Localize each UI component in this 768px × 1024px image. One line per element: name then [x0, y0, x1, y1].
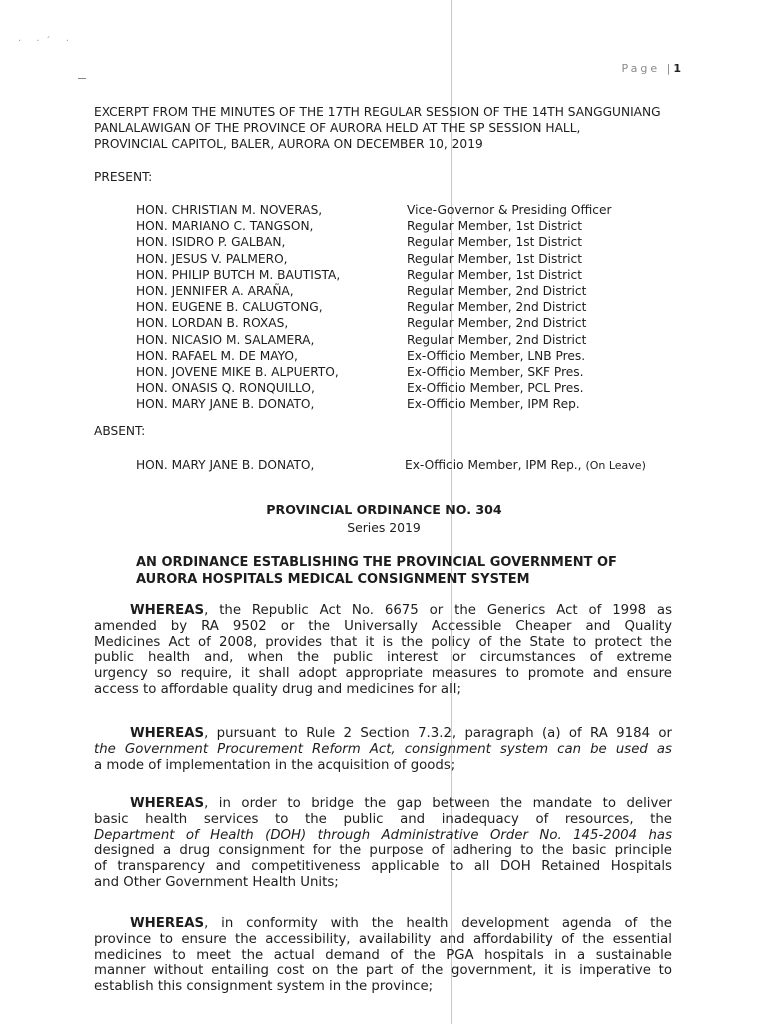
ordinance-series: Series 2019 [347, 520, 421, 535]
member-position: Vice-Governor & Presiding Officer [407, 203, 612, 217]
ordinance-number: PROVINCIAL ORDINANCE NO. 304 [266, 502, 502, 517]
roster-row [136, 364, 656, 380]
absent-label: ABSENT: [94, 424, 146, 438]
scan-specks: · ·´ · [18, 36, 75, 47]
header-line: PANLALAWIGAN OF THE PROVINCE OF AURORA HELD AT THE SP SESSION HALL, [94, 121, 581, 135]
roster-row [136, 202, 656, 218]
whereas-keyword: WHEREAS [130, 603, 205, 618]
roster-row [136, 218, 656, 234]
member-name: HON. MARIANO C. TANGSON, [136, 219, 314, 234]
header-line: PROVINCIAL CAPITOL, BALER, AURORA ON DECEMBER 10, 2019 [94, 137, 483, 151]
member-position: Regular Member, 2nd District [407, 332, 587, 347]
member-position: Ex-Officio Member, SKF Pres. [407, 364, 584, 379]
member-position: Regular Member, 1st District [407, 235, 583, 250]
member-position: Ex-Officio Member, IPM Rep., (On Leave) [405, 458, 646, 472]
member-name: HON. PHILIP BUTCH M. BAUTISTA, [136, 267, 341, 282]
member-name: HON. CHRISTIAN M. NOVERAS, [136, 203, 323, 217]
whereas-paragraph: WHEREAS, in conformity with the health development agenda of the province to ensure the accessibility, availability and affordability of the essential medicines to meet the actual demand of the PGA hospitals in a sustainable manner without entailing cost on the part of the government, it is imperative to establish this consignment system in the province; [94, 916, 672, 995]
whereas-paragraph: WHEREAS, in order to bridge the gap between the mandate to deliver basic health services to the public and inadequacy of resources, the Department of Health (DOH) through Administrative Order No. 145-2004 has designed a drug consignment for the purpose of adhering to the basic principle of transparency and competitiveness applicable to all DOH Retained Hospitals and Other Government Health Units; [94, 796, 672, 890]
member-name: HON. MARY JANE B. DONATO, [136, 397, 315, 412]
member-position: Regular Member, 2nd District [407, 300, 587, 315]
roster-row [136, 348, 656, 364]
member-name: HON. JESUS V. PALMERO, [136, 251, 288, 266]
member-position: Regular Member, 1st District [407, 219, 583, 234]
ordinance-title [136, 554, 636, 588]
roster-row [136, 267, 656, 283]
member-position: Regular Member, 2nd District [407, 316, 587, 331]
minutes-header [94, 104, 674, 152]
roster-row [136, 315, 656, 331]
whereas-keyword: WHEREAS [130, 726, 205, 741]
roster-row [136, 396, 656, 412]
member-position: Regular Member, 2nd District [407, 283, 587, 298]
title-line: AN ORDINANCE ESTABLISHING THE PROVINCIAL GOVERNMENT OF [136, 555, 617, 570]
whereas-paragraph: WHEREAS, pursuant to Rule 2 Section 7.3.2, paragraph (a) of RA 9184 or the Government Procurement Reform Act, consignment system can be used as a mode of implementation in the acquisition of goods; [94, 726, 672, 773]
roster-row [136, 283, 656, 299]
roster-row [136, 234, 656, 250]
present-label: PRESENT: [94, 170, 153, 184]
member-name: HON. ISIDRO P. GALBAN, [136, 235, 286, 250]
present-roster [136, 202, 656, 412]
member-name: HON. ONASIS Q. RONQUILLO, [136, 381, 315, 396]
member-name: HON. NICASIO M. SALAMERA, [136, 332, 315, 347]
roster-row [136, 251, 656, 267]
member-name: HON. MARY JANE B. DONATO, [136, 458, 315, 472]
absent-row [136, 458, 696, 472]
member-position: Ex-Officio Member, IPM Rep. [407, 397, 580, 412]
header-line: EXCERPT FROM THE MINUTES OF THE 17TH REGULAR SESSION OF THE 14TH SANGGUNIANG [94, 105, 661, 119]
member-name: HON. JENNIFER A. ARAÑA, [136, 283, 294, 298]
member-name: HON. LORDAN B. ROXAS, [136, 316, 289, 331]
roster-row [136, 380, 656, 396]
member-position: Regular Member, 1st District [407, 267, 583, 282]
leave-note: (On Leave) [585, 459, 646, 472]
member-position: Ex-Officio Member, PCL Pres. [407, 381, 584, 396]
roster-row [136, 332, 656, 348]
member-name: HON. RAFAEL M. DE MAYO, [136, 348, 298, 363]
page-number: Page |1 [621, 62, 682, 75]
scan-mark [78, 78, 86, 79]
member-name: HON. EUGENE B. CALUGTONG, [136, 300, 323, 315]
roster-row [136, 299, 656, 315]
whereas-keyword: WHEREAS [130, 916, 205, 931]
member-position: Ex-Officio Member, LNB Pres. [407, 348, 586, 363]
whereas-keyword: WHEREAS [130, 796, 205, 811]
title-line: AURORA HOSPITALS MEDICAL CONSIGNMENT SYSTEM [136, 572, 530, 587]
member-name: HON. JOVENE MIKE B. ALPUERTO, [136, 364, 339, 379]
member-position: Regular Member, 1st District [407, 251, 583, 266]
whereas-paragraph: WHEREAS, the Republic Act No. 6675 or the Generics Act of 1998 as amended by RA 9502 or the Universally Accessible Cheaper and Quality Medicines Act of 2008, provides that it is the policy of the State to protect the public health and, when the public interest or circumstances of extreme urgency so require, it shall adopt appropriate measures to promote and ensure access to affordable quality drug and medicines for all; [94, 603, 672, 697]
